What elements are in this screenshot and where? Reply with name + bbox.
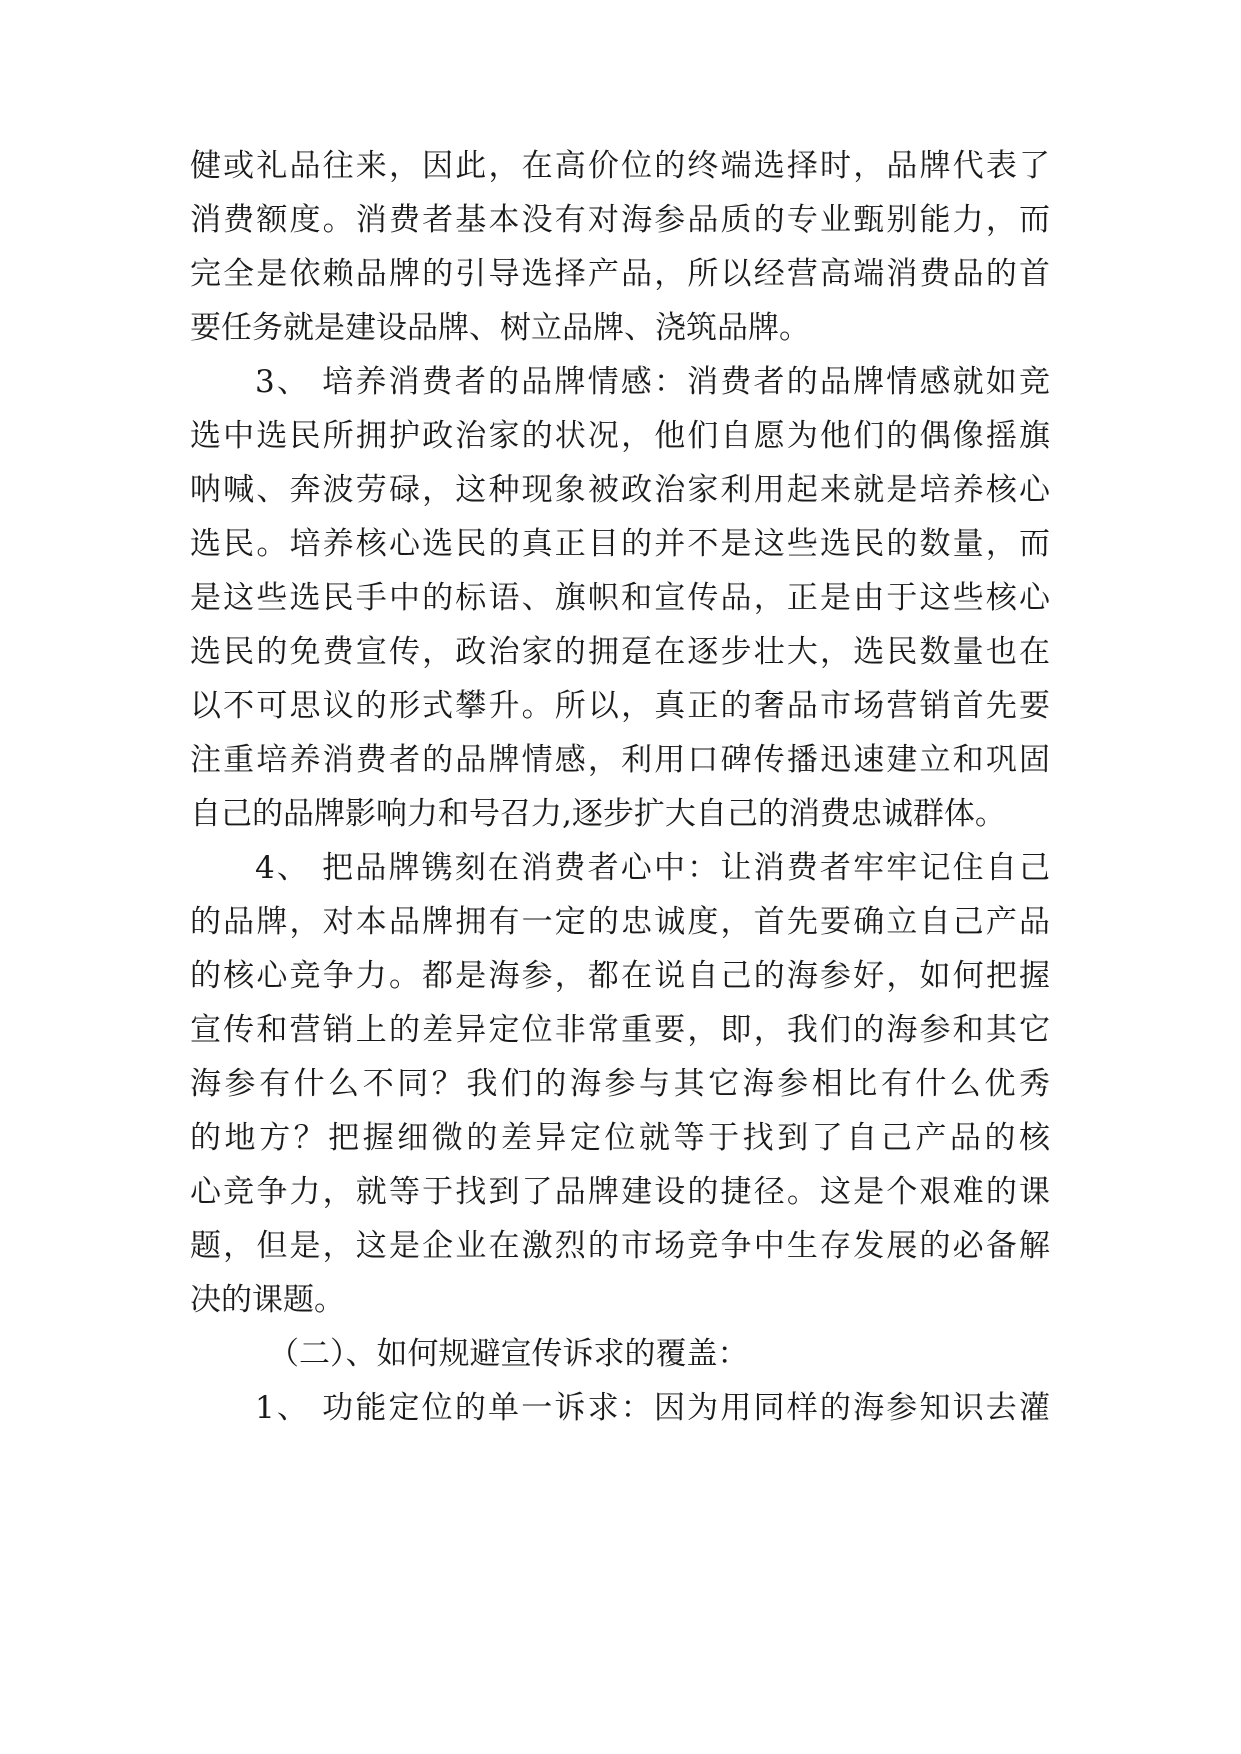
text-line: 选民的免费宣传，政治家的拥趸在逐步壮大，选民数量也在 — [190, 634, 1050, 670]
section-heading: （二）、如何规避宣传诉求的覆盖： — [268, 1336, 749, 1372]
list-item-3: 3、 培养消费者的品牌情感：消费者的品牌情感就如竞 — [255, 364, 1050, 400]
text-line: 注重培养消费者的品牌情感，利用口碑传播迅速建立和巩固 — [190, 742, 1050, 778]
text-line: 的核心竞争力。都是海参，都在说自己的海参好，如何把握 — [190, 958, 1050, 994]
text-line: 的品牌，对本品牌拥有一定的忠诚度，首先要确立自己产品 — [190, 904, 1050, 940]
text-line: 要任务就是建设品牌、树立品牌、浇筑品牌。 — [190, 310, 810, 346]
list-item-4: 4、 把品牌镌刻在消费者心中：让消费者牢牢记住自己 — [255, 850, 1050, 886]
text-line: 消费额度。消费者基本没有对海参品质的专业甄别能力，而 — [190, 202, 1050, 238]
text-line: 完全是依赖品牌的引导选择产品，所以经营高端消费品的首 — [190, 256, 1050, 292]
text-line: 选中选民所拥护政治家的状况，他们自愿为他们的偶像摇旗 — [190, 418, 1050, 454]
text-line: 海参有什么不同？我们的海参与其它海参相比有什么优秀 — [190, 1066, 1050, 1102]
text-line: 题，但是，这是企业在激烈的市场竞争中生存发展的必备解 — [190, 1228, 1050, 1264]
text-line: 宣传和营销上的差异定位非常重要，即，我们的海参和其它 — [190, 1012, 1050, 1048]
text-line: 以不可思议的形式攀升。所以，真正的奢品市场营销首先要 — [190, 688, 1050, 724]
text-line: 健或礼品往来，因此，在高价位的终端选择时，品牌代表了 — [190, 148, 1050, 184]
text-line: 呐喊、奔波劳碌，这种现象被政治家利用起来就是培养核心 — [190, 472, 1050, 508]
text-line: 是这些选民手中的标语、旗帜和宣传品，正是由于这些核心 — [190, 580, 1050, 616]
list-item-1: 1、 功能定位的单一诉求：因为用同样的海参知识去灌 — [255, 1390, 1050, 1426]
text-line: 自己的品牌影响力和号召力,逐步扩大自己的消费忠诚群体。 — [190, 796, 1006, 832]
text-line: 决的课题。 — [190, 1282, 345, 1318]
text-line: 心竞争力，就等于找到了品牌建设的捷径。这是个艰难的课 — [190, 1174, 1050, 1210]
text-line: 选民。培养核心选民的真正目的并不是这些选民的数量，而 — [190, 526, 1050, 562]
text-line: 的地方？把握细微的差异定位就等于找到了自己产品的核 — [190, 1120, 1050, 1156]
